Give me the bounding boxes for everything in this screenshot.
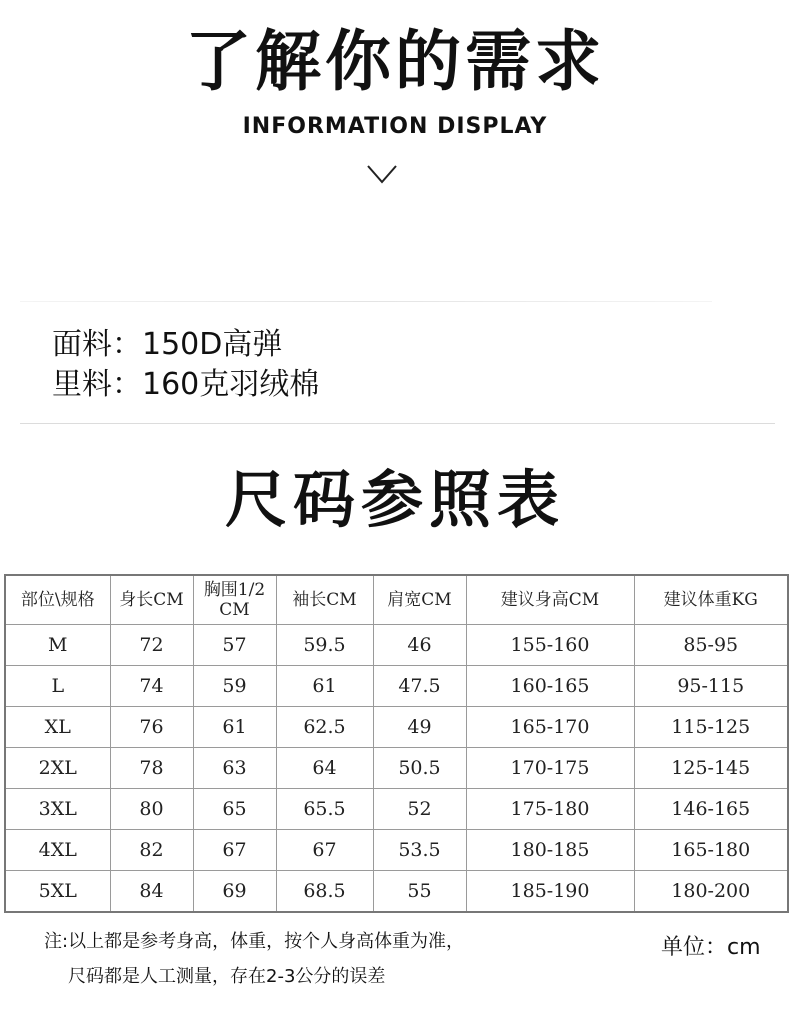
table-cell: 53.5 <box>373 830 466 871</box>
table-row <box>5 748 788 789</box>
table-cell: 59 <box>193 666 276 707</box>
table-cell: 47.5 <box>373 666 466 707</box>
table-cell: 72 <box>110 625 193 666</box>
table-cell: 165-180 <box>634 830 788 871</box>
table-cell: 2XL <box>5 748 110 789</box>
table-cell: 50.5 <box>373 748 466 789</box>
table-cell: 65.5 <box>276 789 373 830</box>
note-line-1: 注:以上都是参考身高，体重，按个人身高体重为准， <box>44 931 465 952</box>
page-title: 了解你的需求 <box>185 23 605 100</box>
table-cell: 125-145 <box>634 748 788 789</box>
header-cell: 建议体重KG <box>634 575 788 625</box>
table-cell: 78 <box>110 748 193 789</box>
table-cell: 5XL <box>5 871 110 913</box>
table-cell: 180-200 <box>634 871 788 913</box>
table-cell: 68.5 <box>276 871 373 913</box>
table-cell: 185-190 <box>466 871 634 913</box>
table-cell: 63 <box>193 748 276 789</box>
table-cell: 84 <box>110 871 193 913</box>
table-cell: 64 <box>276 748 373 789</box>
table-cell: 115-125 <box>634 707 788 748</box>
table-cell: 65 <box>193 789 276 830</box>
header-cell: 部位\规格 <box>5 575 110 625</box>
table-cell: 76 <box>110 707 193 748</box>
table-cell: M <box>5 625 110 666</box>
size-table <box>4 574 789 913</box>
fabric-outer: 面料：150D高弹 <box>52 327 283 362</box>
table-row <box>5 707 788 748</box>
table-cell: 55 <box>373 871 466 913</box>
table-cell: 62.5 <box>276 707 373 748</box>
table-cell: XL <box>5 707 110 748</box>
table-cell: 80 <box>110 789 193 830</box>
table-cell: 57 <box>193 625 276 666</box>
chevron-down-icon <box>366 163 398 185</box>
table-cell: 82 <box>110 830 193 871</box>
header-cell: 身长CM <box>110 575 193 625</box>
table-cell: 160-165 <box>466 666 634 707</box>
table-cell: 175-180 <box>466 789 634 830</box>
table-cell: 4XL <box>5 830 110 871</box>
header-cell: 肩宽CM <box>373 575 466 625</box>
table-cell: 61 <box>193 707 276 748</box>
table-cell: 85-95 <box>634 625 788 666</box>
table-row <box>5 666 788 707</box>
table-cell: 59.5 <box>276 625 373 666</box>
fabric-inner: 里料：160克羽绒棉 <box>52 367 320 402</box>
table-cell: 52 <box>373 789 466 830</box>
table-cell: 155-160 <box>466 625 634 666</box>
divider <box>20 301 712 302</box>
table-row <box>5 789 788 830</box>
table-cell: 180-185 <box>466 830 634 871</box>
table-cell: 3XL <box>5 789 110 830</box>
table-cell: 95-115 <box>634 666 788 707</box>
table-row <box>5 871 788 913</box>
table-cell: 69 <box>193 871 276 913</box>
divider <box>20 423 775 424</box>
table-cell: 170-175 <box>466 748 634 789</box>
table-cell: 67 <box>193 830 276 871</box>
table-cell: 49 <box>373 707 466 748</box>
header-cell: 建议身高CM <box>466 575 634 625</box>
header-cell: 胸围1/2 CM <box>193 575 276 625</box>
unit-label: 单位：cm <box>661 935 761 960</box>
table-cell: 165-170 <box>466 707 634 748</box>
table-row <box>5 830 788 871</box>
table-cell: 74 <box>110 666 193 707</box>
table-row <box>5 625 788 666</box>
table-cell: 61 <box>276 666 373 707</box>
table-cell: L <box>5 666 110 707</box>
header-cell: 袖长CM <box>276 575 373 625</box>
page-subtitle: INFORMATION DISPLAY <box>242 114 548 139</box>
size-chart-title: 尺码参照表 <box>224 463 565 536</box>
table-cell: 146-165 <box>634 789 788 830</box>
table-header-row <box>5 575 788 625</box>
note-line-2: 尺码都是人工测量，存在2-3公分的误差 <box>68 966 386 987</box>
table-cell: 46 <box>373 625 466 666</box>
table-cell: 67 <box>276 830 373 871</box>
